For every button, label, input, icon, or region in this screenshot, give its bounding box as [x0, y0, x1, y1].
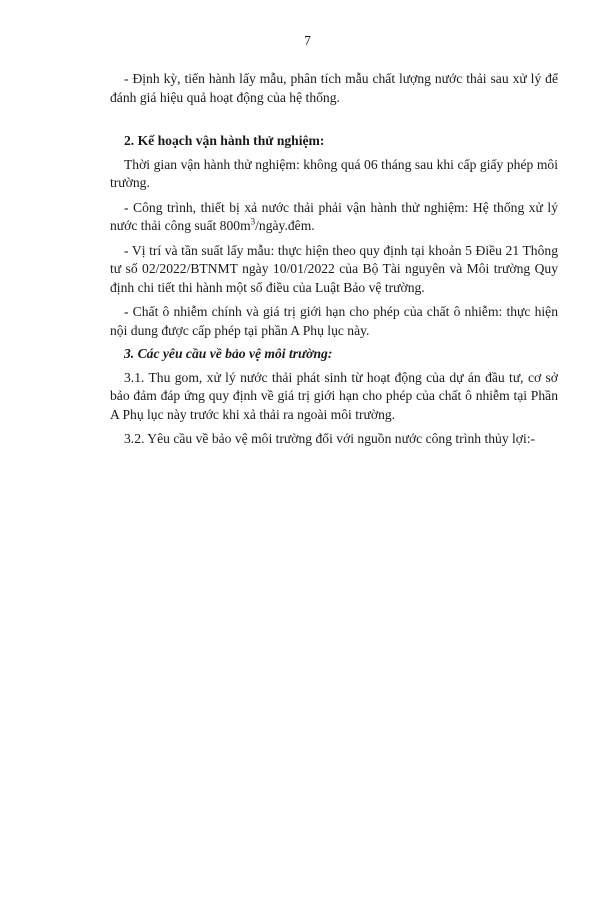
paragraph-sampling-location: - Vị trí và tần suất lấy mẫu: thực hiện theo quy định tại khoản 5 Điều 21 Thông tư số 02/2022/BTNMT ngày 10/01/2022 của Bộ Tài nguyên và Môi trường Quy định chi tiết thi hành một số điều của Luật Bảo vệ trường. [110, 242, 558, 295]
paragraph-main-pollutants: - Chất ô nhiễm chính và giá trị giới hạn cho phép của chất ô nhiễm: thực hiện nội dung được cấp phép tại phần A Phụ lục này. [110, 304, 558, 338]
heading-test-operation-plan: 2. Kế hoạch vận hành thử nghiệm: [124, 133, 325, 148]
document-body [110, 70, 558, 449]
paragraph-test-equipment-unit: /ngày.đêm. [255, 218, 315, 233]
paragraph-wastewater-collection: 3.1. Thu gom, xử lý nước thải phát sinh từ hoạt động của dự án đầu tư, cơ sở bảo đảm đáp ứng quy định về giá trị giới hạn cho phép của chất ô nhiễm tại Phần A Phụ lục này trước khi xả thải ra ngoài môi trường. [110, 369, 558, 422]
spacer [110, 107, 558, 132]
paragraph-test-equipment-text: - Công trình, thiết bị xả nước thải phải vận hành thử nghiệm: Hệ thống xử lý nước thải công suất 800m [110, 199, 558, 233]
paragraph-test-equipment [110, 199, 558, 236]
paragraph-irrigation-protection: 3.2. Yêu cầu về bảo vệ môi trường đối với nguồn nước công trình thủy lợi:- [124, 431, 536, 446]
page-number: 7 [304, 33, 311, 48]
paragraph-test-duration: Thời gian vận hành thử nghiệm: không quá 06 tháng sau khi cấp giấy phép môi trường. [110, 156, 558, 190]
heading-environmental-requirements: 3. Các yêu cầu về bảo vệ môi trường: [124, 346, 333, 361]
superscript-cubic: 3 [250, 216, 256, 227]
paragraph-sampling-analysis: - Định kỳ, tiến hành lấy mẫu, phân tích mẫu chất lượng nước thải sau xử lý để đánh giá hiệu quả hoạt động của hệ thống. [110, 71, 558, 105]
